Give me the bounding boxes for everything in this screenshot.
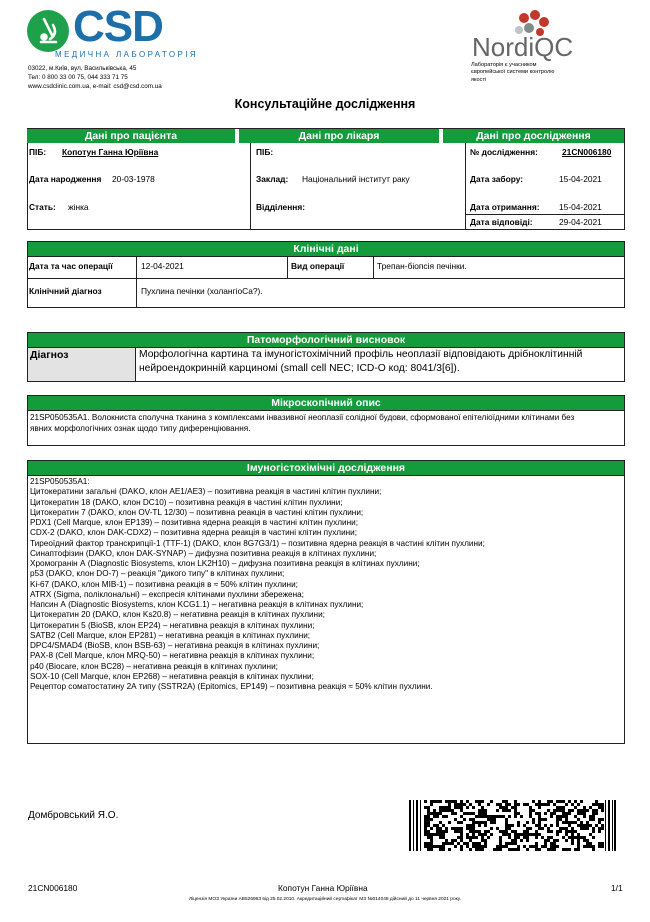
received-date-label: Дата отримання:	[470, 202, 540, 212]
column-divider	[465, 143, 466, 229]
nordiqc-logo	[468, 10, 598, 90]
response-date: 29-04-2021	[559, 217, 602, 227]
conclusion-section	[27, 332, 625, 382]
ihc-line: Напсин А (Diagnostic Biosystems, клон KCG1.1) – негативна реакція в клітинах пухлини;	[30, 600, 364, 609]
patient-heading: Дані про пацієнта	[27, 129, 235, 143]
phone-line: Тел: 0 800 33 00 75, 044 333 71 75	[28, 74, 128, 81]
dob-value: 20-03-1978	[112, 174, 155, 184]
patient-name: Копотун Ганна Юріївна	[62, 147, 159, 157]
footer-study-number: 21CN006180	[28, 883, 78, 893]
study-row-divider	[466, 214, 624, 215]
ihc-line: Ki-67 (DAKO, клон MIB-1) – позитивна реакція в ≈ 50% клітин пухлини;	[30, 579, 298, 589]
collected-date: 15-04-2021	[559, 174, 602, 184]
microscope-icon	[27, 10, 69, 52]
sex-value: жінка	[68, 202, 89, 212]
clinical-diagnosis-value: Пухлина печінки (холангіоСа?).	[141, 286, 263, 296]
ihc-heading: Імуногістохімічні дослідження	[28, 461, 624, 475]
ihc-line: p53 (DAKO, клон DO-7) – реакція "дикого типу" в клітинах пухлини;	[30, 569, 285, 579]
ihc-line: Тиреоїдний фактор транскрипції-1 (TTF-1) (DAKO, клон 8G7G3/1) – позитивна ядерна реакція в частині клітин пухлини;	[30, 538, 485, 548]
col-divider	[287, 256, 288, 278]
column-divider	[250, 143, 251, 229]
op-date-value: 12-04-2021	[141, 261, 184, 271]
microscopy-heading: Мікроскопічний опис	[28, 396, 624, 410]
study-heading: Дані про дослідження	[443, 129, 624, 143]
ihc-line: SOX-10 (Cell Marque, клон EP268) – негативна реакція в клітинах пухлини;	[30, 671, 314, 681]
ihc-list	[30, 477, 485, 692]
ihc-line: Рецептор соматостатину 2А типу (SSTR2A) (Epitomics, EP149) – позитивна реакція ≈ 50% клітин пухлини.	[30, 682, 433, 691]
ihc-line: Хромогранін А (Diagnostic Biosystems, клон LK2H10) – дифузна позитивна реакція в клітинах пухлини;	[30, 559, 420, 568]
info-section	[27, 128, 625, 230]
doctor-heading: Дані про лікаря	[239, 129, 439, 143]
study-number: 21CN006180	[562, 147, 612, 157]
diagnosis-line-1: Морфологічна картина та імуногістохімічний профіль неоплазії відповідають дрібноклітинній	[139, 349, 583, 360]
csd-logo	[27, 2, 199, 64]
diagnosis-line-2: нейроендокринній карциномі (small cell NEC; ICD-O код: 8041/3[6]).	[139, 363, 460, 374]
page-title: Консультаційне дослідження	[234, 97, 416, 111]
ihc-line: Цитокератини загальні (DAKO, клон AE1/AE3) – позитивна реакція в частині клітин пухлини;	[30, 487, 382, 497]
row-divider	[27, 256, 625, 257]
col-divider	[373, 256, 374, 278]
clinical-heading: Клінічні дані	[28, 242, 624, 256]
ihc-line: ATRX (Sigma, поліклональні) – експресія клітинами пухлини збережена;	[30, 589, 304, 599]
barcode-graphic	[409, 800, 616, 851]
department-label: Відділення:	[256, 202, 305, 212]
nordiqc-logo-text: NordiQC	[472, 32, 574, 62]
barcode	[409, 800, 616, 851]
ihc-line: Синаптофізин (DAKO, клон DAK-SYNAP) – дифузна позитивна реакція в клітинах пухлини;	[30, 548, 377, 558]
clinical-diagnosis-label: Клінічний діагноз	[29, 286, 102, 296]
doctor-name-label: ПІБ:	[256, 147, 274, 157]
response-date-label: Дата відповіді:	[470, 217, 533, 227]
row-divider	[27, 278, 625, 279]
lab-address	[28, 64, 162, 91]
web-email-line: www.csdclinic.com.ua, e-mail: csd@csd.com.ua	[28, 83, 162, 90]
sex-label: Стать:	[29, 202, 56, 212]
microscopy-line-1: 21SP050535A1. Волокниста сполучна тканина з комплексами інвазивної неоплазії солідної будови, сформованої епітеліоїдними клітинами без	[30, 413, 575, 422]
clinical-section	[27, 241, 625, 308]
signature-name: Домбровський Я.О.	[28, 810, 119, 821]
institution-label: Заклад:	[256, 174, 289, 184]
col-divider	[135, 347, 136, 381]
op-type-value: Трепан-біопсія печінки.	[377, 261, 467, 271]
microscopy-line-2: явних морфологічних ознак щодо типу диференціювання.	[30, 424, 251, 433]
ihc-line: p40 (Biocare, клон BC28) – негативна реакція в клітинах пухлини;	[30, 661, 278, 671]
ihc-section	[27, 460, 625, 744]
patient-name-label: ПІБ:	[29, 147, 47, 157]
footer-page-number: 1/1	[611, 883, 623, 893]
conclusion-heading: Патоморфологічний висновок	[28, 333, 624, 347]
collected-date-label: Дата забору:	[470, 174, 524, 184]
row-divider	[27, 475, 625, 476]
ihc-line: CDX-2 (DAKO, клон DAK-CDX2) – позитивна ядерна реакція в частині клітин пухлини;	[30, 528, 358, 538]
ihc-line: Цитокератин 20 (DAKO, клон Ks20.8) – негативна реакція в клітинах пухлини;	[30, 610, 325, 620]
diagnosis-label: Діагноз	[30, 349, 69, 361]
ihc-line: Цитокератин 18 (DAKO, клон DC10) – позитивна реакція в частині клітин пухлини;	[30, 497, 343, 507]
dob-label: Дата народження	[29, 174, 102, 184]
ihc-line: DPC4/SMAD4 (BioSB, клон BSB-63) – негативна реакція в клітинах пухлини;	[30, 641, 320, 650]
nordiqc-caption: Лабораторія є учасником європейської системи контролю якості	[471, 62, 555, 83]
microscopy-section	[27, 395, 625, 446]
footer-patient-name: Копотун Ганна Юріївна	[278, 883, 368, 893]
received-date: 15-04-2021	[559, 202, 602, 212]
csd-logo-subtitle: МЕДИЧНА ЛАБОРАТОРІЯ	[55, 50, 199, 59]
study-number-label: № дослідження:	[470, 147, 538, 157]
ihc-line: SATB2 (Cell Marque, клон EP281) – негативна реакція в клітинах пухлини;	[30, 630, 311, 640]
ihc-line: Цитокератин 7 (DAKO, клон OV-TL 12/30) – позитивна реакція в частині клітин пухлини;	[30, 507, 364, 517]
op-date-label: Дата та час операції	[29, 261, 113, 271]
ihc-line: Цитокератин 5 (BioSB, клон EP24) – негативна реакція в клітинах пухлини;	[30, 620, 315, 630]
address-line: 03022, м.Київ, вул. Васильківська, 45	[28, 65, 137, 72]
op-type-label: Вид операції	[291, 261, 345, 271]
csd-logo-text: CSD	[73, 2, 163, 51]
ihc-line: PAX-8 (Cell Marque, клон MRQ-50) – негативна реакція в клітинах пухлини;	[30, 651, 315, 661]
license-text: Ліцензія МОЗ України АВ526963 від 25.02.2010. Акредитаційний сертифікат МЗ №014048 дійсний до 11 червня 2021 року.	[188, 897, 462, 902]
ihc-line: 21SP050535A1:	[30, 477, 90, 486]
institution-value: Національний інститут раку	[302, 174, 410, 184]
row-divider	[27, 410, 625, 411]
col-divider	[136, 256, 137, 307]
ihc-line: PDX1 (Cell Marque, клон EP139) – позитивна ядерна реакція в частині клітин пухлини;	[30, 518, 358, 527]
